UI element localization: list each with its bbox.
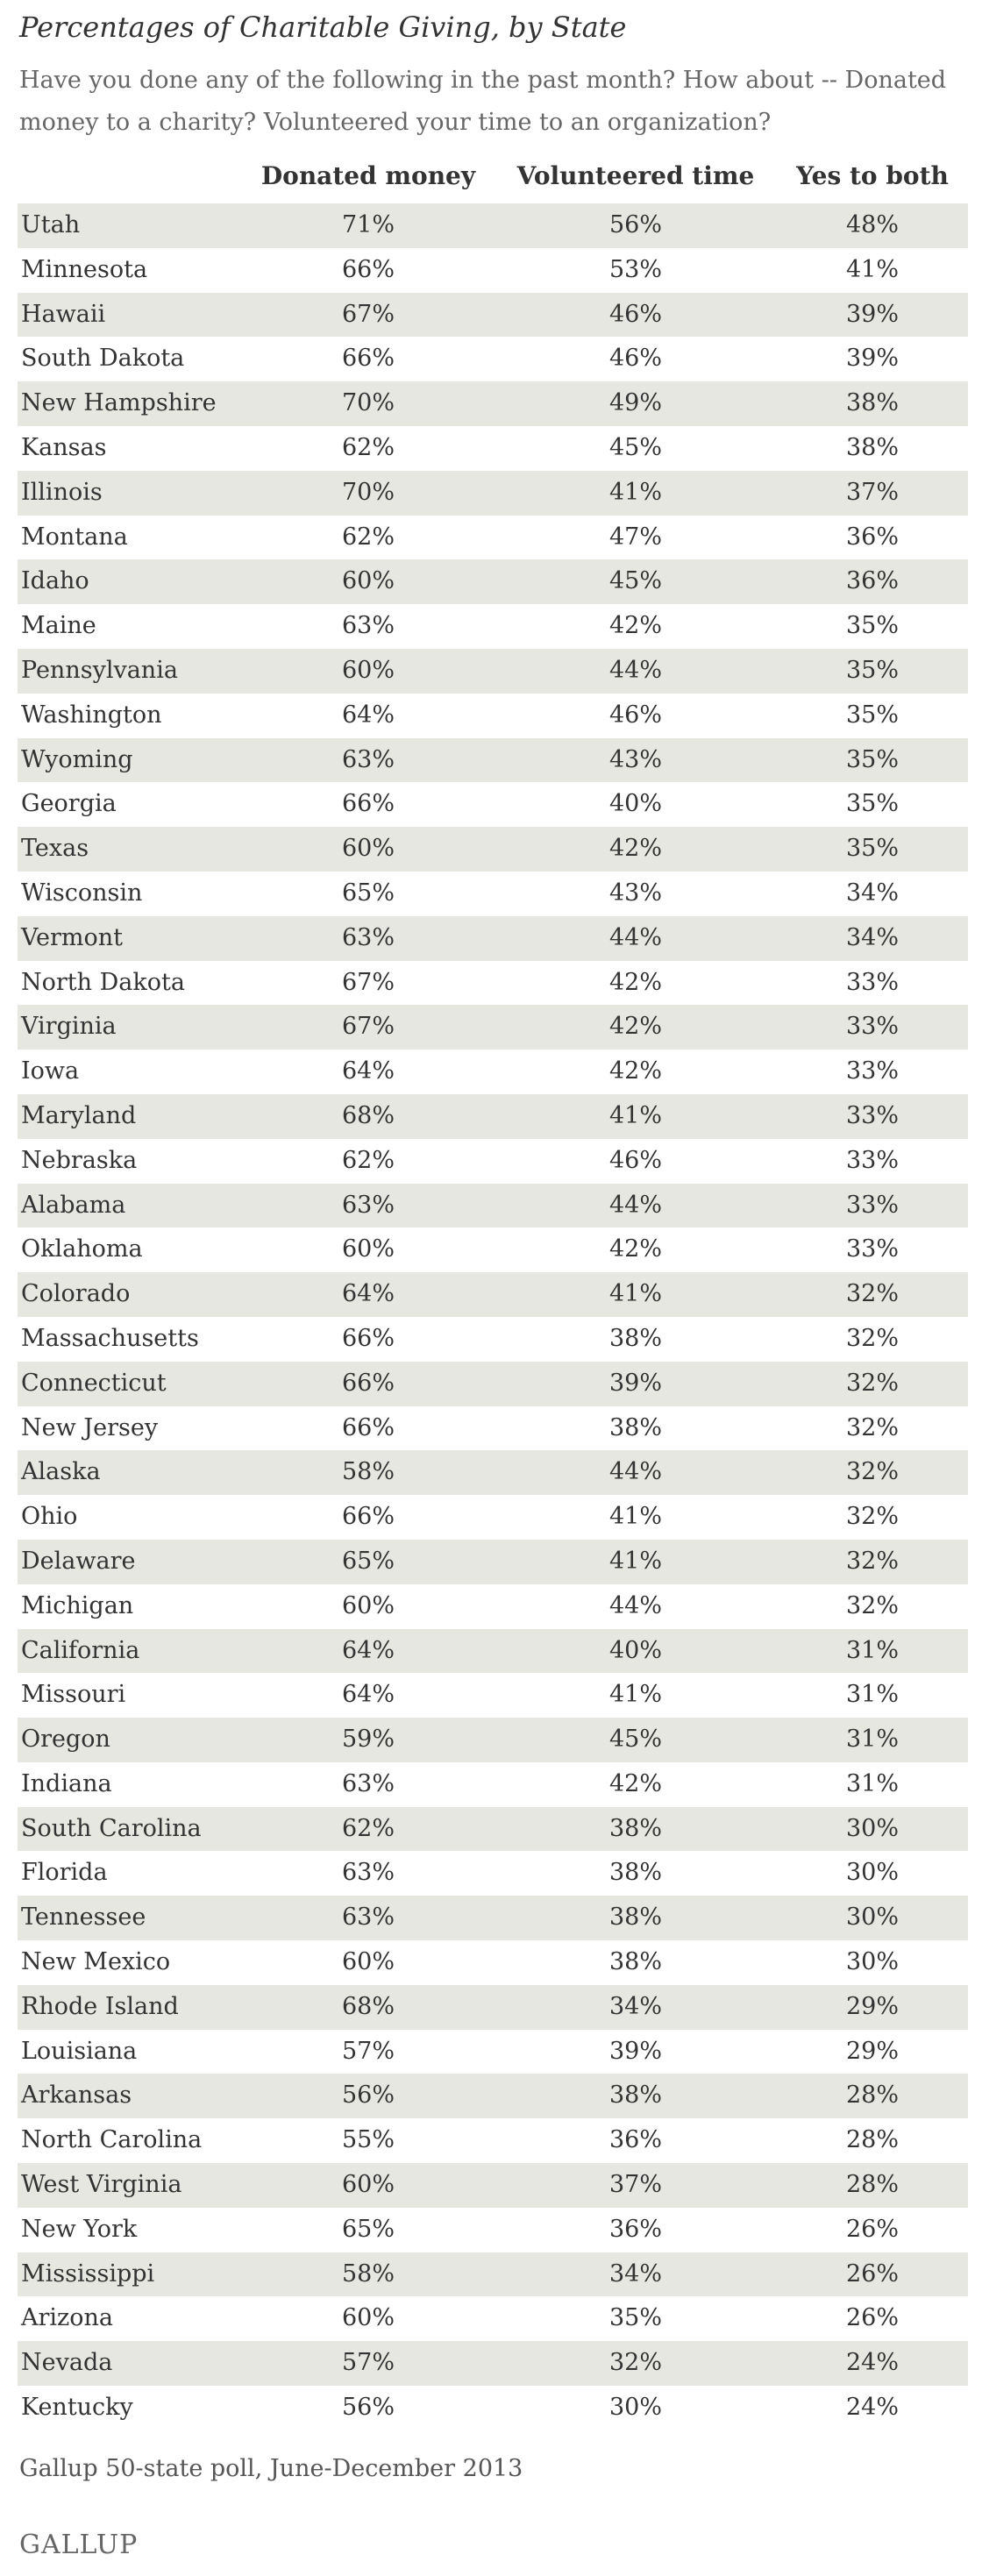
cell-both: 32% — [845, 1591, 899, 1619]
cell-state: Virginia — [21, 1013, 117, 1041]
table-row — [18, 916, 968, 961]
cell-both: 33% — [845, 1235, 899, 1263]
cell-both: 35% — [845, 612, 899, 640]
cell-both: 24% — [845, 2349, 899, 2377]
cell-state: Hawaii — [21, 300, 106, 328]
cell-both: 35% — [845, 745, 899, 773]
cell-volunteered: 46% — [608, 345, 662, 373]
cell-volunteered: 41% — [608, 478, 662, 506]
cell-state: Mississippi — [21, 2259, 155, 2288]
table-row — [18, 604, 968, 649]
cell-both: 32% — [845, 1413, 899, 1441]
cell-state: Michigan — [21, 1591, 134, 1619]
table-row — [18, 961, 968, 1006]
table-row — [18, 694, 968, 738]
cell-donated: 70% — [341, 389, 395, 417]
cell-donated: 66% — [341, 790, 395, 818]
source-note: Gallup 50-state poll, June-December 2013 — [19, 2455, 523, 2482]
table-row — [18, 738, 968, 783]
cell-state: Texas — [21, 835, 89, 863]
cell-both: 32% — [845, 1547, 899, 1575]
cell-volunteered: 46% — [608, 300, 662, 328]
table-row — [18, 872, 968, 916]
cell-donated: 64% — [341, 1057, 395, 1085]
cell-donated: 62% — [341, 1814, 395, 1842]
table-row — [18, 1005, 968, 1050]
cell-volunteered: 42% — [608, 835, 662, 863]
table-row — [18, 2163, 968, 2208]
cell-donated: 63% — [341, 612, 395, 640]
cell-volunteered: 38% — [608, 1413, 662, 1441]
cell-donated: 71% — [341, 211, 395, 238]
cell-donated: 67% — [341, 968, 395, 996]
table-row — [18, 2208, 968, 2252]
cell-state: Missouri — [21, 1681, 126, 1709]
cell-state: Maryland — [21, 1101, 137, 1129]
cell-volunteered: 39% — [608, 2037, 662, 2065]
cell-both: 33% — [845, 968, 899, 996]
cell-state: Arizona — [21, 2304, 114, 2332]
cell-state: Alaska — [21, 1458, 101, 1486]
cell-both: 32% — [845, 1458, 899, 1486]
cell-volunteered: 47% — [608, 523, 662, 551]
cell-donated: 56% — [341, 2394, 395, 2422]
cell-state: Iowa — [21, 1057, 80, 1085]
cell-state: Alabama — [21, 1191, 126, 1219]
cell-volunteered: 45% — [608, 567, 662, 595]
cell-donated: 65% — [341, 2215, 395, 2243]
cell-state: Kansas — [21, 433, 107, 461]
cell-volunteered: 44% — [608, 923, 662, 951]
cell-state: North Dakota — [21, 968, 185, 996]
cell-both: 24% — [845, 2394, 899, 2422]
table-row — [18, 1094, 968, 1139]
cell-both: 32% — [845, 1324, 899, 1352]
cell-both: 38% — [845, 389, 899, 417]
cell-state: Washington — [21, 701, 162, 729]
cell-state: New York — [21, 2215, 138, 2243]
cell-donated: 66% — [341, 1413, 395, 1441]
cell-state: Kentucky — [21, 2394, 133, 2422]
cell-both: 30% — [845, 1859, 899, 1887]
cell-state: Louisiana — [21, 2037, 138, 2065]
table-row — [18, 1317, 968, 1362]
cell-donated: 62% — [341, 433, 395, 461]
table-row — [18, 1184, 968, 1228]
cell-both: 31% — [845, 1726, 899, 1754]
cell-volunteered: 46% — [608, 1146, 662, 1174]
cell-both: 35% — [845, 790, 899, 818]
cell-donated: 68% — [341, 1101, 395, 1129]
cell-state: Montana — [21, 523, 128, 551]
cell-volunteered: 45% — [608, 433, 662, 461]
cell-volunteered: 41% — [608, 1547, 662, 1575]
cell-volunteered: 38% — [608, 1904, 662, 1932]
cell-donated: 67% — [341, 1013, 395, 1041]
cell-donated: 57% — [341, 2349, 395, 2377]
cell-state: California — [21, 1636, 140, 1664]
cell-state: Ohio — [21, 1503, 78, 1531]
cell-both: 28% — [845, 2126, 899, 2154]
cell-donated: 66% — [341, 1324, 395, 1352]
table-row — [18, 426, 968, 471]
cell-donated: 66% — [341, 1503, 395, 1531]
cell-volunteered: 42% — [608, 968, 662, 996]
cell-volunteered: 44% — [608, 1591, 662, 1619]
cell-donated: 64% — [341, 701, 395, 729]
cell-donated: 57% — [341, 2037, 395, 2065]
cell-donated: 67% — [341, 300, 395, 328]
cell-donated: 63% — [341, 1904, 395, 1932]
column-header-donated: Donated money — [260, 161, 476, 190]
table-row — [18, 2386, 968, 2430]
table-row — [18, 1450, 968, 1495]
cell-donated: 63% — [341, 1769, 395, 1797]
cell-both: 28% — [845, 2171, 899, 2199]
cell-both: 33% — [845, 1057, 899, 1085]
cell-both: 29% — [845, 1992, 899, 2020]
cell-donated: 64% — [341, 1636, 395, 1664]
table-row — [18, 1851, 968, 1896]
cell-state: Oregon — [21, 1726, 110, 1754]
cell-volunteered: 41% — [608, 1280, 662, 1308]
cell-volunteered: 44% — [608, 656, 662, 684]
cell-both: 35% — [845, 656, 899, 684]
cell-state: Florida — [21, 1859, 108, 1887]
cell-both: 26% — [845, 2215, 899, 2243]
cell-volunteered: 42% — [608, 1769, 662, 1797]
cell-state: New Jersey — [21, 1413, 159, 1441]
cell-state: Wisconsin — [21, 879, 143, 907]
cell-donated: 60% — [341, 835, 395, 863]
chart-subtitle: Have you done any of the following in the past month? How about -- Donated money to a charity? Volunteered your time to an organization? — [19, 67, 947, 136]
cell-state: North Carolina — [21, 2126, 203, 2154]
cell-volunteered: 44% — [608, 1191, 662, 1219]
cell-both: 33% — [845, 1146, 899, 1174]
cell-volunteered: 56% — [608, 211, 662, 238]
cell-state: Colorado — [21, 1280, 131, 1308]
cell-donated: 56% — [341, 2081, 395, 2110]
table-row — [18, 2030, 968, 2074]
cell-both: 36% — [845, 567, 899, 595]
cell-volunteered: 40% — [608, 1636, 662, 1664]
cell-state: Vermont — [21, 923, 124, 951]
table-row — [18, 471, 968, 516]
column-header-volunteered: Volunteered time — [516, 161, 755, 190]
cell-state: Oklahoma — [21, 1235, 143, 1263]
table-row — [18, 1406, 968, 1451]
table-row — [18, 1673, 968, 1718]
table-row — [18, 1629, 968, 1674]
cell-state: Wyoming — [21, 745, 133, 773]
table-row — [18, 1050, 968, 1094]
table-row — [18, 2118, 968, 2163]
cell-volunteered: 30% — [608, 2394, 662, 2422]
cell-volunteered: 38% — [608, 1948, 662, 1976]
cell-volunteered: 34% — [608, 1992, 662, 2020]
cell-both: 31% — [845, 1769, 899, 1797]
cell-volunteered: 36% — [608, 2126, 662, 2154]
cell-both: 41% — [845, 255, 899, 283]
data-table — [18, 203, 968, 2430]
cell-state: Idaho — [21, 567, 89, 595]
cell-volunteered: 41% — [608, 1681, 662, 1709]
cell-volunteered: 42% — [608, 612, 662, 640]
table-row — [18, 827, 968, 872]
cell-both: 32% — [845, 1369, 899, 1397]
table-row — [18, 337, 968, 381]
cell-donated: 66% — [341, 1369, 395, 1397]
cell-volunteered: 41% — [608, 1503, 662, 1531]
table-row — [18, 1139, 968, 1184]
table-row — [18, 1272, 968, 1317]
cell-both: 35% — [845, 835, 899, 863]
cell-volunteered: 38% — [608, 2081, 662, 2110]
cell-both: 28% — [845, 2081, 899, 2110]
table-row — [18, 1807, 968, 1852]
cell-volunteered: 35% — [608, 2304, 662, 2332]
cell-volunteered: 41% — [608, 1101, 662, 1129]
table-row — [18, 649, 968, 694]
cell-both: 38% — [845, 433, 899, 461]
table-row — [18, 381, 968, 426]
cell-both: 32% — [845, 1280, 899, 1308]
cell-donated: 62% — [341, 523, 395, 551]
cell-both: 26% — [845, 2259, 899, 2288]
cell-state: Indiana — [21, 1769, 112, 1797]
cell-state: South Carolina — [21, 1814, 202, 1842]
cell-state: Minnesota — [21, 255, 148, 283]
table-row — [18, 1228, 968, 1272]
cell-both: 31% — [845, 1681, 899, 1709]
cell-volunteered: 40% — [608, 790, 662, 818]
table-row — [18, 248, 968, 293]
cell-both: 33% — [845, 1013, 899, 1041]
cell-both: 33% — [845, 1101, 899, 1129]
cell-volunteered: 44% — [608, 1458, 662, 1486]
table-row — [18, 1540, 968, 1584]
table-row — [18, 2341, 968, 2386]
cell-volunteered: 37% — [608, 2171, 662, 2199]
cell-donated: 63% — [341, 1859, 395, 1887]
cell-both: 32% — [845, 1503, 899, 1531]
table-row — [18, 1985, 968, 2030]
table-row — [18, 782, 968, 827]
cell-both: 34% — [845, 879, 899, 907]
cell-both: 33% — [845, 1191, 899, 1219]
cell-donated: 60% — [341, 1235, 395, 1263]
cell-donated: 60% — [341, 1948, 395, 1976]
cell-state: Delaware — [21, 1547, 136, 1575]
table-row — [18, 1495, 968, 1540]
cell-volunteered: 43% — [608, 879, 662, 907]
cell-both: 26% — [845, 2304, 899, 2332]
table-row — [18, 1584, 968, 1629]
table-row — [18, 1896, 968, 1940]
cell-state: Maine — [21, 612, 96, 640]
cell-donated: 63% — [341, 923, 395, 951]
cell-donated: 68% — [341, 1992, 395, 2020]
table-row — [18, 2074, 968, 2118]
cell-volunteered: 53% — [608, 255, 662, 283]
cell-state: Massachusetts — [21, 1324, 199, 1352]
cell-state: Nevada — [21, 2349, 113, 2377]
table-row — [18, 2296, 968, 2341]
table-row — [18, 293, 968, 338]
cell-state: New Hampshire — [21, 389, 217, 417]
cell-state: West Virginia — [21, 2171, 182, 2199]
cell-donated: 59% — [341, 1726, 395, 1754]
cell-both: 37% — [845, 478, 899, 506]
cell-volunteered: 39% — [608, 1369, 662, 1397]
cell-donated: 63% — [341, 1191, 395, 1219]
cell-donated: 58% — [341, 1458, 395, 1486]
cell-both: 36% — [845, 523, 899, 551]
table-row — [18, 1940, 968, 1985]
table-row — [18, 516, 968, 560]
cell-donated: 60% — [341, 567, 395, 595]
cell-volunteered: 36% — [608, 2215, 662, 2243]
cell-donated: 60% — [341, 1591, 395, 1619]
table-row — [18, 1362, 968, 1406]
cell-volunteered: 38% — [608, 1859, 662, 1887]
cell-both: 35% — [845, 701, 899, 729]
cell-donated: 66% — [341, 345, 395, 373]
cell-both: 30% — [845, 1814, 899, 1842]
cell-volunteered: 34% — [608, 2259, 662, 2288]
cell-donated: 70% — [341, 478, 395, 506]
cell-volunteered: 32% — [608, 2349, 662, 2377]
cell-donated: 55% — [341, 2126, 395, 2154]
column-header-both: Yes to both — [796, 161, 949, 190]
cell-state: New Mexico — [21, 1948, 171, 1976]
cell-both: 30% — [845, 1948, 899, 1976]
cell-volunteered: 42% — [608, 1235, 662, 1263]
table-row — [18, 559, 968, 604]
cell-volunteered: 46% — [608, 701, 662, 729]
cell-donated: 63% — [341, 745, 395, 773]
cell-donated: 64% — [341, 1681, 395, 1709]
cell-state: Arkansas — [21, 2081, 132, 2110]
table-row — [18, 203, 968, 248]
cell-both: 31% — [845, 1636, 899, 1664]
gallup-logo: GALLUP — [19, 2530, 139, 2560]
cell-donated: 60% — [341, 2304, 395, 2332]
cell-donated: 66% — [341, 255, 395, 283]
cell-both: 29% — [845, 2037, 899, 2065]
table-row — [18, 2252, 968, 2297]
table-row — [18, 1762, 968, 1807]
cell-volunteered: 38% — [608, 1814, 662, 1842]
chart-title: Percentages of Charitable Giving, by State — [19, 11, 627, 44]
cell-donated: 60% — [341, 656, 395, 684]
cell-donated: 65% — [341, 879, 395, 907]
cell-state: Utah — [21, 211, 81, 238]
cell-volunteered: 38% — [608, 1324, 662, 1352]
cell-both: 30% — [845, 1904, 899, 1932]
cell-volunteered: 42% — [608, 1013, 662, 1041]
cell-volunteered: 49% — [608, 389, 662, 417]
cell-state: Tennessee — [21, 1904, 146, 1932]
cell-state: South Dakota — [21, 345, 185, 373]
cell-state: Pennsylvania — [21, 656, 178, 684]
cell-volunteered: 45% — [608, 1726, 662, 1754]
cell-volunteered: 42% — [608, 1057, 662, 1085]
table-header — [0, 156, 982, 200]
cell-state: Georgia — [21, 790, 117, 818]
cell-state: Nebraska — [21, 1146, 138, 1174]
cell-both: 39% — [845, 300, 899, 328]
cell-both: 48% — [845, 211, 899, 238]
cell-donated: 58% — [341, 2259, 395, 2288]
cell-donated: 64% — [341, 1280, 395, 1308]
cell-donated: 62% — [341, 1146, 395, 1174]
cell-donated: 65% — [341, 1547, 395, 1575]
cell-state: Rhode Island — [21, 1992, 179, 2020]
cell-donated: 60% — [341, 2171, 395, 2199]
cell-state: Illinois — [21, 478, 103, 506]
cell-state: Connecticut — [21, 1369, 167, 1397]
cell-volunteered: 43% — [608, 745, 662, 773]
cell-both: 34% — [845, 923, 899, 951]
cell-both: 39% — [845, 345, 899, 373]
table-row — [18, 1718, 968, 1762]
